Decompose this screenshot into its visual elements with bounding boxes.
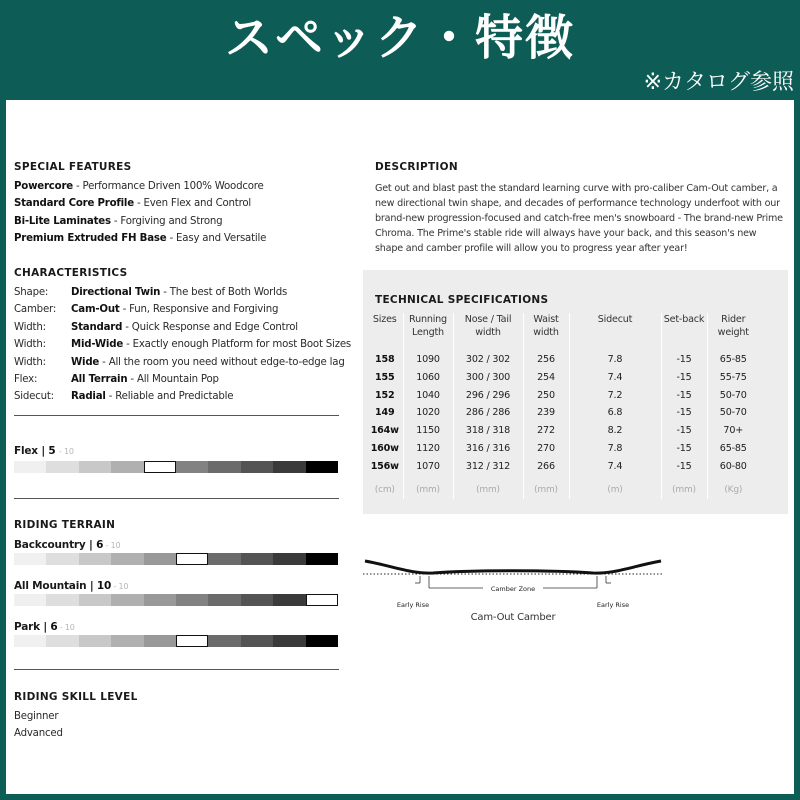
table-cell: 8.2 bbox=[569, 422, 661, 440]
characteristic-label: Sidecut: bbox=[14, 391, 54, 403]
characteristic-item bbox=[14, 388, 233, 405]
characteristic-name: Mid-Wide bbox=[71, 339, 124, 351]
terrain-scale-bar bbox=[14, 635, 338, 647]
unit-cell: (Kg) bbox=[707, 476, 759, 500]
table-cell: 300 / 300 bbox=[453, 369, 523, 387]
characteristic-item bbox=[14, 301, 278, 318]
tech-specs-panel bbox=[363, 270, 788, 514]
special-features-heading: SPECIAL FEATURES bbox=[14, 161, 132, 173]
camber-zone-label: Camber Zone bbox=[490, 585, 536, 593]
unit-cell: (mm) bbox=[453, 476, 523, 500]
table-cell: 158 bbox=[375, 354, 395, 365]
scale-segment bbox=[46, 553, 78, 565]
scale-segment bbox=[208, 553, 240, 565]
table-cell: 270 bbox=[523, 440, 569, 458]
terrain-scale-bar bbox=[14, 553, 338, 565]
characteristic-name: All Terrain bbox=[71, 374, 128, 385]
table-cell: 254 bbox=[523, 369, 569, 387]
table-cell: -15 bbox=[661, 440, 707, 458]
scale-segment bbox=[241, 461, 273, 473]
table-cell: 164w bbox=[370, 425, 399, 437]
column-header: Set-back bbox=[661, 313, 707, 351]
scale-segment bbox=[14, 461, 46, 473]
table-cell: 1120 bbox=[403, 440, 453, 458]
characteristic-label: Width: bbox=[14, 321, 46, 333]
scale-segment bbox=[306, 461, 338, 473]
table-cell: 152 bbox=[375, 389, 395, 401]
table-row bbox=[367, 387, 759, 405]
table-cell: -15 bbox=[661, 404, 707, 422]
scale-segment bbox=[144, 553, 176, 565]
table-row bbox=[367, 404, 759, 422]
column-header: Rider weight bbox=[707, 313, 759, 351]
table-cell: 272 bbox=[523, 422, 569, 440]
scale-segment bbox=[79, 635, 111, 647]
skill-level-advanced: Advanced bbox=[14, 728, 63, 739]
table-cell: 266 bbox=[523, 458, 569, 476]
scale-segment bbox=[14, 553, 46, 565]
scale-segment bbox=[79, 461, 111, 473]
table-cell: -15 bbox=[661, 351, 707, 369]
terrain-max: - 10 bbox=[57, 623, 75, 632]
scale-segment bbox=[306, 594, 338, 606]
characteristic-item bbox=[14, 371, 219, 388]
characteristic-item bbox=[14, 284, 287, 301]
characteristic-item bbox=[14, 319, 298, 336]
table-cell: 1070 bbox=[403, 458, 453, 476]
feature-name: Bi-Lite Laminates bbox=[14, 215, 111, 227]
scale-segment bbox=[273, 594, 305, 606]
early-rise-right-label: Early Rise bbox=[596, 601, 630, 609]
characteristic-label: Width: bbox=[14, 356, 46, 368]
table-cell: 65-85 bbox=[707, 440, 759, 458]
tech-specs-table bbox=[367, 313, 759, 499]
table-cell: 55-75 bbox=[707, 369, 759, 387]
camber-caption: Cam-Out Camber bbox=[470, 612, 556, 623]
flex-rating: Flex | 5 - 10 bbox=[14, 445, 74, 457]
table-cell: 7.8 bbox=[569, 351, 661, 369]
column-header: Nose / Tail width bbox=[453, 313, 523, 351]
feature-desc: - Even Flex and Control bbox=[133, 198, 251, 210]
column-header: Running Length bbox=[403, 313, 453, 351]
flex-label: Flex bbox=[14, 445, 38, 457]
unit-cell: (mm) bbox=[661, 476, 707, 500]
riding-skill-heading: RIDING SKILL LEVEL bbox=[14, 691, 138, 703]
unit-cell: (mm) bbox=[403, 476, 453, 500]
table-cell: 1020 bbox=[403, 404, 453, 422]
table-cell: 6.8 bbox=[569, 404, 661, 422]
units-row bbox=[367, 476, 759, 500]
table-cell: 316 / 316 bbox=[453, 440, 523, 458]
scale-segment bbox=[14, 594, 46, 606]
catalog-note: ※カタログ参照 bbox=[643, 70, 794, 95]
scale-segment bbox=[176, 594, 208, 606]
characteristic-name: Radial bbox=[71, 391, 106, 403]
scale-segment bbox=[144, 461, 176, 473]
early-rise-left-label: Early Rise bbox=[396, 601, 430, 609]
riding-terrain-heading: RIDING TERRAIN bbox=[14, 519, 116, 531]
characteristic-desc: - The best of Both Worlds bbox=[160, 287, 288, 298]
characteristic-label: Shape: bbox=[14, 287, 49, 298]
scale-segment bbox=[111, 635, 143, 647]
flex-value: 5 bbox=[48, 445, 56, 457]
feature-name: Powercore bbox=[14, 181, 73, 192]
table-cell: 302 / 302 bbox=[453, 351, 523, 369]
table-cell: 65-85 bbox=[707, 351, 759, 369]
column-header: Sizes bbox=[372, 314, 397, 325]
tech-specs-heading: TECHNICAL SPECIFICATIONS bbox=[375, 294, 549, 306]
table-cell: 318 / 318 bbox=[453, 422, 523, 440]
table-row bbox=[367, 422, 759, 440]
characteristic-item bbox=[14, 336, 351, 353]
table-row bbox=[367, 351, 759, 369]
characteristic-desc: - Fun, Responsive and Forgiving bbox=[119, 304, 279, 316]
characteristic-desc: - All the room you need without edge-to-edge lag bbox=[99, 356, 345, 368]
table-cell: 7.4 bbox=[569, 458, 661, 476]
page-title: スペック・特徴 bbox=[224, 10, 575, 66]
table-cell: 160w bbox=[370, 442, 399, 454]
scale-segment bbox=[176, 553, 208, 565]
scale-segment bbox=[46, 635, 78, 647]
table-cell: 1060 bbox=[403, 369, 453, 387]
scale-segment bbox=[111, 594, 143, 606]
table-row bbox=[367, 369, 759, 387]
terrain-scale-bar bbox=[14, 594, 338, 606]
table-cell: 70+ bbox=[707, 422, 759, 440]
table-row bbox=[367, 458, 759, 476]
table-cell: 50-70 bbox=[707, 387, 759, 405]
terrain-rating: All Mountain | 10 - 10 bbox=[14, 580, 129, 592]
terrain-value: 6 bbox=[96, 539, 104, 551]
table-cell: 256 bbox=[523, 351, 569, 369]
terrain-rating: Backcountry | 6 - 10 bbox=[14, 539, 121, 551]
table-cell: 1040 bbox=[403, 387, 453, 405]
characteristic-desc: - All Mountain Pop bbox=[127, 374, 219, 385]
divider bbox=[14, 669, 339, 670]
feature-item bbox=[14, 213, 222, 230]
table-cell: 286 / 286 bbox=[453, 404, 523, 422]
scale-segment bbox=[208, 461, 240, 473]
scale-segment bbox=[241, 594, 273, 606]
feature-name: Standard Core Profile bbox=[14, 198, 134, 210]
unit-cell: (mm) bbox=[523, 476, 569, 500]
table-cell: 239 bbox=[523, 404, 569, 422]
terrain-value: 10 bbox=[96, 580, 112, 592]
scale-segment bbox=[273, 553, 305, 565]
board-profile-curve bbox=[365, 561, 661, 573]
characteristic-item bbox=[14, 354, 345, 371]
scale-segment bbox=[241, 553, 273, 565]
scale-segment bbox=[111, 461, 143, 473]
flex-scale-bar bbox=[14, 461, 338, 473]
scale-segment bbox=[46, 461, 78, 473]
feature-desc: - Forgiving and Strong bbox=[110, 215, 223, 227]
feature-item bbox=[14, 178, 264, 195]
table-cell: -15 bbox=[661, 387, 707, 405]
unit-cell: (m) bbox=[569, 476, 661, 500]
description-text: Get out and blast past the standard learning curve with pro-caliber Cam-Out camber, a new directional twin shape, and decades of performance technology underfoot with our brand-new progression-focused and catch-free men's snowboard - The brand-new Prime Chroma. The Prime's stable ride will always have your back, and this season's new shape and camber profile will allow you to progress year after year! bbox=[375, 183, 783, 254]
scale-segment bbox=[46, 594, 78, 606]
scale-segment bbox=[306, 635, 338, 647]
feature-item bbox=[14, 195, 251, 212]
scale-segment bbox=[111, 553, 143, 565]
scale-segment bbox=[208, 635, 240, 647]
column-header: Waist width bbox=[523, 313, 569, 351]
table-cell: 7.8 bbox=[569, 440, 661, 458]
table-cell: -15 bbox=[661, 422, 707, 440]
scale-segment bbox=[208, 594, 240, 606]
scale-segment bbox=[241, 635, 273, 647]
scale-segment bbox=[176, 635, 208, 647]
table-header-row bbox=[367, 313, 759, 351]
table-cell: 155 bbox=[375, 371, 395, 383]
table-cell: 149 bbox=[375, 407, 395, 419]
flex-max: - 10 bbox=[59, 447, 74, 456]
table-cell: 312 / 312 bbox=[453, 458, 523, 476]
terrain-max: - 10 bbox=[111, 582, 129, 591]
divider bbox=[14, 415, 339, 416]
unit-cell: (cm) bbox=[374, 484, 395, 495]
characteristic-name: Directional Twin bbox=[71, 287, 161, 298]
spec-sheet bbox=[6, 100, 794, 794]
scale-segment bbox=[79, 553, 111, 565]
scale-segment bbox=[79, 594, 111, 606]
table-cell: 250 bbox=[523, 387, 569, 405]
characteristic-label: Camber: bbox=[14, 304, 57, 316]
terrain-value: 6 bbox=[50, 621, 58, 633]
characteristic-name: Standard bbox=[71, 321, 123, 333]
characteristic-label: Width: bbox=[14, 339, 46, 351]
characteristic-desc: - Reliable and Predictable bbox=[105, 391, 234, 403]
table-cell: 60-80 bbox=[707, 458, 759, 476]
table-cell: 296 / 296 bbox=[453, 387, 523, 405]
camber-profile-diagram bbox=[363, 540, 663, 612]
scale-segment bbox=[273, 635, 305, 647]
table-cell: 50-70 bbox=[707, 404, 759, 422]
table-row bbox=[367, 440, 759, 458]
scale-segment bbox=[176, 461, 208, 473]
scale-segment bbox=[144, 635, 176, 647]
divider bbox=[14, 498, 339, 499]
feature-item bbox=[14, 230, 266, 247]
terrain-label: Park bbox=[14, 621, 40, 633]
table-cell: 1090 bbox=[403, 351, 453, 369]
scale-segment bbox=[144, 594, 176, 606]
terrain-max: - 10 bbox=[103, 541, 121, 550]
table-cell: 1150 bbox=[403, 422, 453, 440]
column-header: Sidecut bbox=[569, 313, 661, 351]
table-cell: -15 bbox=[661, 369, 707, 387]
characteristic-desc: - Exactly enough Platform for most Boot Sizes bbox=[123, 339, 352, 351]
characteristic-name: Cam-Out bbox=[71, 304, 120, 316]
table-cell: -15 bbox=[661, 458, 707, 476]
feature-desc: - Easy and Versatile bbox=[166, 233, 267, 245]
terrain-rating: Park | 6 - 10 bbox=[14, 621, 75, 633]
scale-segment bbox=[306, 553, 338, 565]
characteristic-name: Wide bbox=[71, 356, 100, 368]
skill-level-beginner: Beginner bbox=[14, 711, 59, 722]
scale-segment bbox=[14, 635, 46, 647]
feature-desc: - Performance Driven 100% Woodcore bbox=[72, 181, 264, 192]
scale-segment bbox=[273, 461, 305, 473]
characteristic-label: Flex: bbox=[14, 374, 38, 385]
table-cell: 7.2 bbox=[569, 387, 661, 405]
characteristic-desc: - Quick Response and Edge Control bbox=[122, 321, 298, 333]
table-cell: 7.4 bbox=[569, 369, 661, 387]
terrain-label: All Mountain bbox=[14, 580, 87, 592]
terrain-label: Backcountry bbox=[14, 539, 86, 551]
feature-name: Premium Extruded FH Base bbox=[14, 233, 167, 245]
table-cell: 156w bbox=[370, 460, 399, 472]
description-heading: DESCRIPTION bbox=[375, 161, 458, 173]
characteristics-heading: CHARACTERISTICS bbox=[14, 267, 128, 279]
